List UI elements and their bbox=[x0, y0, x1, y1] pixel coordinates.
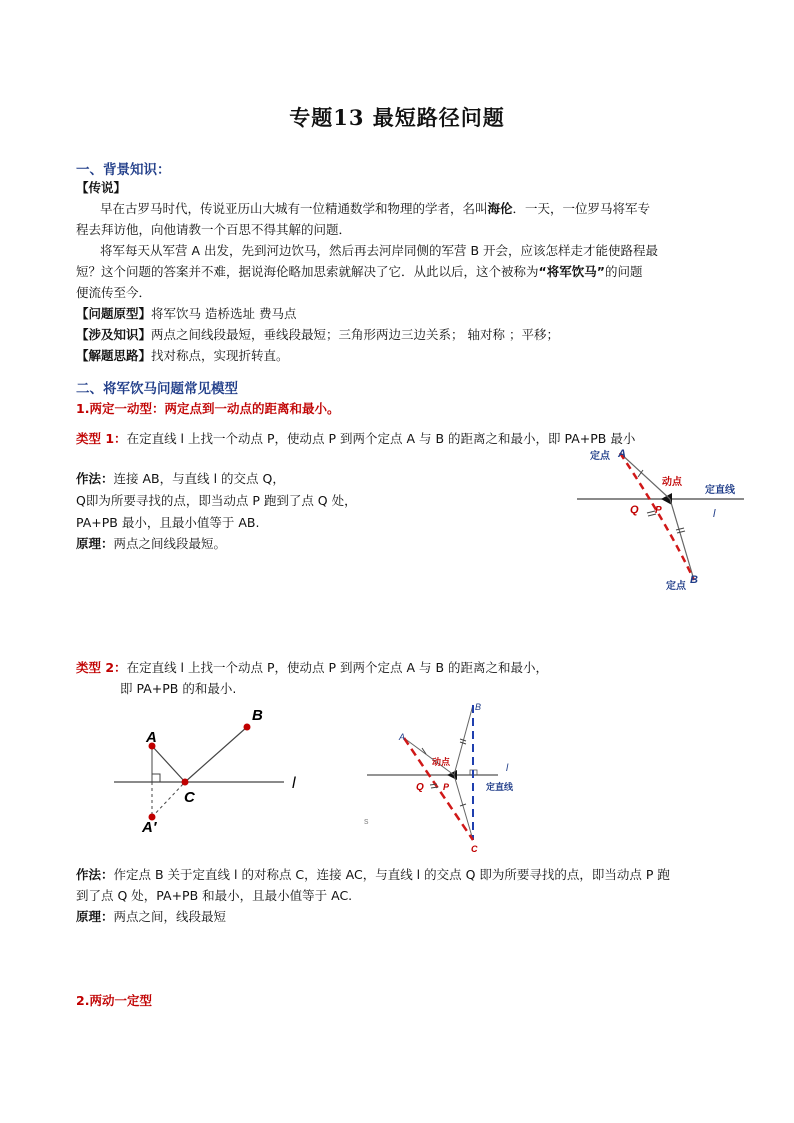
approach-line: 【解题思路】找对称点，实现折转直。 bbox=[76, 348, 289, 363]
type2-method-2: 到了点 Q 处，PA+PB 和最小，且最小值等于 AC. bbox=[76, 888, 353, 903]
right-angle-mark bbox=[152, 774, 160, 782]
figure-type1 bbox=[572, 443, 752, 603]
legend-paragraph-2-line3: 便流传至今． bbox=[76, 285, 152, 300]
label-moving-point: 动点 bbox=[662, 477, 682, 488]
type1-method-1: 作法：连接 AB，与直线 l 的交点 Q， bbox=[76, 471, 285, 486]
dashed-segment-AC bbox=[404, 738, 473, 840]
label-fixed-line: 定直线 bbox=[486, 782, 514, 792]
label-P: P bbox=[655, 505, 662, 516]
equal-tick-PB-1 bbox=[676, 528, 684, 530]
segment-A-C bbox=[152, 746, 185, 782]
type2-statement: 类型 2：在定直线 l 上找一个动点 P，使动点 P 到两个定点 A 与 B 的距离之和最小， bbox=[76, 660, 548, 675]
page-title: 专题13 最短路径问题 bbox=[289, 105, 505, 130]
label-B: B bbox=[690, 574, 698, 586]
equal-tick-Q-1 bbox=[647, 511, 655, 513]
segment-P-C bbox=[454, 775, 473, 840]
legend-tag: 【传说】 bbox=[76, 180, 127, 195]
legend-paragraph-2-line1: 将军每天从军营 A 出发，先到河边饮马，然后再去河岸同侧的军营 B 开会，应该怎样走才能使路程最 bbox=[100, 243, 659, 258]
type1-method-3: PA+PB 最小，且最小值等于 AB. bbox=[76, 515, 260, 530]
type2-method-1: 作法：作定点 B 关于定直线 l 的对称点 C，连接 AC，与直线 l 的交点 Q 即为所要寻找的点，即当动点 P 跑 bbox=[76, 867, 670, 882]
segment-A-P bbox=[620, 453, 670, 499]
type1-method-2: Q即为所要寻找的点，即当动点 P 跑到了点 Q 处， bbox=[76, 493, 357, 508]
label-Q: Q bbox=[416, 782, 424, 793]
label-C: C bbox=[184, 789, 195, 806]
legend-paragraph-2-line2: 短？这个问题的答案并不难，据说海伦略加思索就解决了它．从此以后，这个被称为“将军饮马”的问题 bbox=[76, 264, 643, 279]
segment-C-B bbox=[185, 727, 247, 782]
label-l: l bbox=[506, 763, 509, 774]
section2-heading: 二、将军饮马问题常见模型 bbox=[76, 381, 238, 397]
type1-statement: 类型 1：在定直线 l 上找一个动点 P，使动点 P 到两个定点 A 与 B 的距离之和最小，即 PA+PB 最小 bbox=[76, 431, 636, 446]
label-B: B bbox=[475, 702, 482, 712]
type2-statement-line2: 即 PA+PB 的和最小. bbox=[120, 681, 237, 696]
label-fixed-line: 定直线 bbox=[705, 485, 735, 496]
knowledge-line: 【涉及知识】两点之间线段最短，垂线段最短；三角形两边三边关系； 轴对称 ；平移； bbox=[76, 327, 559, 342]
subheading-two-moving-one-fixed: 2.两动一定型 bbox=[76, 993, 152, 1008]
equal-tick-PB-2 bbox=[677, 531, 685, 533]
label-l: l bbox=[292, 775, 296, 792]
label-Q: Q bbox=[630, 504, 639, 516]
point-B bbox=[244, 724, 251, 731]
subheading-two-fixed-one-moving: 1.两定一动型：两定点到一动点的距离和最小。 bbox=[76, 401, 340, 416]
dashed-segment-AB bbox=[620, 453, 694, 580]
figure-type2-construction bbox=[362, 698, 532, 858]
figure-type2-reflection bbox=[108, 700, 308, 835]
label-s: s bbox=[364, 816, 369, 826]
label-P: P bbox=[443, 782, 450, 792]
section1-heading: 一、背景知识： bbox=[76, 162, 171, 178]
label-A-prime: A′ bbox=[142, 819, 157, 835]
segment-A-prime-C bbox=[152, 782, 185, 817]
label-A: A bbox=[399, 732, 406, 742]
label-A: A bbox=[146, 729, 157, 746]
legend-paragraph-1: 早在古罗马时代，传说亚历山大城有一位精通数学和物理的学者，名叫海伦．一天，一位罗马将军专 bbox=[100, 201, 651, 216]
label-moving-point: 动点 bbox=[432, 757, 451, 767]
label-l: l bbox=[713, 508, 716, 520]
point-C bbox=[182, 779, 189, 786]
type1-principle: 原理：两点之间线段最短。 bbox=[76, 536, 227, 551]
label-A: A bbox=[618, 448, 626, 460]
label-fixed-point-b: 定点 bbox=[666, 581, 686, 592]
label-fixed-point-a: 定点 bbox=[590, 451, 610, 462]
label-B: B bbox=[252, 707, 263, 724]
legend-paragraph-1-line2: 程去拜访他，向他请教一个百思不得其解的问题． bbox=[76, 222, 352, 237]
label-C: C bbox=[471, 844, 478, 854]
prototype-line: 【问题原型】将军饮马 造桥选址 费马点 bbox=[76, 306, 297, 321]
type2-principle: 原理：两点之间，线段最短 bbox=[76, 909, 227, 924]
